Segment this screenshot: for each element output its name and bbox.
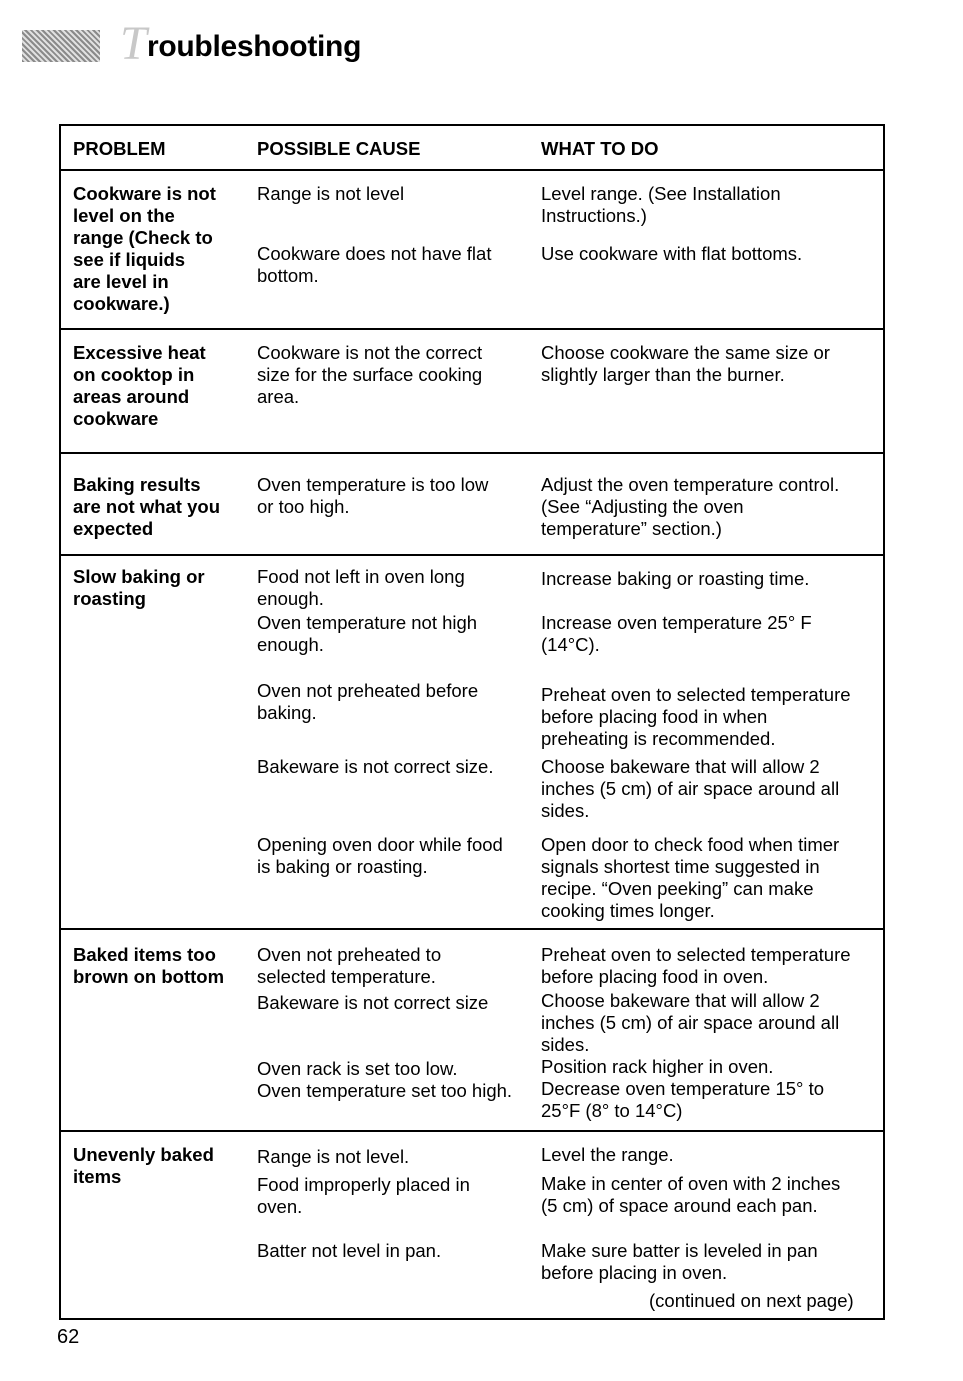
table-row <box>61 330 883 452</box>
cause-line: Opening oven door while food <box>257 834 503 855</box>
cause-line: Oven temperature set too high. <box>257 1080 513 1101</box>
action-line: Position rack higher in oven. <box>541 1056 774 1077</box>
action-line: temperature” section.) <box>541 518 722 539</box>
problem-line: roasting <box>73 588 146 609</box>
cause-line: Range is not level <box>257 183 405 204</box>
problem-line: see if liquids <box>73 249 186 270</box>
page-number: 62 <box>57 1326 80 1348</box>
column-header-possible-cause: POSSIBLE CAUSE <box>257 138 421 159</box>
problem-line: Baking results <box>73 474 201 495</box>
column-header-what-to-do: WHAT TO DO <box>541 138 659 159</box>
cause-line: Oven rack is set too low. <box>257 1058 458 1079</box>
decorative-pattern-icon <box>22 30 100 62</box>
column-header-problem: PROBLEM <box>73 138 166 159</box>
cause-line: Cookware is not the correct <box>257 342 483 363</box>
problem-line: cookware <box>73 408 159 429</box>
cause-line: Range is not level. <box>257 1146 410 1167</box>
action-line: Level range. (See Installation <box>541 183 781 204</box>
action-line: before placing food in when <box>541 706 768 727</box>
cause-line: enough. <box>257 588 324 609</box>
problem-line: Slow baking or <box>73 566 205 587</box>
problem-line: Excessive heat <box>73 342 206 363</box>
action-line: sides. <box>541 800 590 821</box>
cause-line: is baking or roasting. <box>257 856 428 877</box>
cause-line: or too high. <box>257 496 350 517</box>
cause-line: Food not left in oven long <box>257 566 465 587</box>
action-line: Decrease oven temperature 15° to <box>541 1078 825 1099</box>
action-line: (5 cm) of space around each pan. <box>541 1195 818 1216</box>
action-line: Choose bakeware that will allow 2 <box>541 990 820 1011</box>
action-line: Increase oven temperature 25° F <box>541 612 812 633</box>
table-row <box>61 930 883 1130</box>
cause-line: size for the surface cooking <box>257 364 483 385</box>
cause-line: Oven temperature not high <box>257 612 478 633</box>
page-header <box>22 17 422 72</box>
action-line: Use cookware with flat bottoms. <box>541 243 803 264</box>
problem-line: cookware.) <box>73 293 170 314</box>
troubleshooting-table <box>59 124 885 1320</box>
problem-line: Cookware is not <box>73 183 216 204</box>
action-line: before placing food in oven. <box>541 966 769 987</box>
action-line: 25°F (8° to 14°C) <box>541 1100 683 1121</box>
action-line: preheating is recommended. <box>541 728 776 749</box>
action-line: Make sure batter is leveled in pan <box>541 1240 818 1261</box>
cause-line: Cookware does not have flat <box>257 243 492 264</box>
cause-line: bottom. <box>257 265 319 286</box>
action-line: recipe. “Oven peeking” can make <box>541 878 814 899</box>
cause-line: Oven temperature is too low <box>257 474 489 495</box>
action-line: inches (5 cm) of air space around all <box>541 1012 840 1033</box>
action-line: signals shortest time suggested in <box>541 856 820 877</box>
action-line: Preheat oven to selected temperature <box>541 944 851 965</box>
problem-line: range (Check to <box>73 227 213 248</box>
problem-line: level on the <box>73 205 175 226</box>
continued-note: (continued on next page) <box>649 1290 854 1311</box>
cause-line: selected temperature. <box>257 966 436 987</box>
cause-line: Bakeware is not correct size. <box>257 756 494 777</box>
table-row <box>61 171 883 328</box>
action-line: Open door to check food when timer <box>541 834 840 855</box>
problem-line: Unevenly baked <box>73 1144 214 1165</box>
action-line: Choose cookware the same size or <box>541 342 830 363</box>
action-line: Level the range. <box>541 1144 674 1165</box>
action-line: Increase baking or roasting time. <box>541 568 810 589</box>
action-line: Adjust the oven temperature control. <box>541 474 840 495</box>
page-title: roubleshooting <box>147 30 362 63</box>
problem-line: areas around <box>73 386 190 407</box>
table-header-row <box>61 126 883 170</box>
problem-line: are not what you <box>73 496 220 517</box>
action-line: inches (5 cm) of air space around all <box>541 778 840 799</box>
table-row <box>61 556 883 928</box>
problem-line: on cooktop in <box>73 364 195 385</box>
problem-line: expected <box>73 518 154 539</box>
cause-line: oven. <box>257 1196 303 1217</box>
cause-line: Food improperly placed in <box>257 1174 470 1195</box>
action-line: cooking times longer. <box>541 900 715 921</box>
table-row <box>61 454 883 554</box>
problem-line: Baked items too <box>73 944 216 965</box>
action-line: sides. <box>541 1034 590 1055</box>
cause-line: Oven not preheated before <box>257 680 479 701</box>
action-line: slightly larger than the burner. <box>541 364 785 385</box>
cause-line: area. <box>257 386 300 407</box>
problem-line: are level in <box>73 271 169 292</box>
action-line: (14°C). <box>541 634 600 655</box>
action-line: Preheat oven to selected temperature <box>541 684 851 705</box>
action-line: before placing in oven. <box>541 1262 728 1283</box>
action-line: Choose bakeware that will allow 2 <box>541 756 820 777</box>
title-initial: T <box>120 17 147 70</box>
cause-line: enough. <box>257 634 324 655</box>
action-line: Instructions.) <box>541 205 647 226</box>
cause-line: Bakeware is not correct size <box>257 992 489 1013</box>
action-line: Make in center of oven with 2 inches <box>541 1173 841 1194</box>
cause-line: baking. <box>257 702 317 723</box>
cause-line: Batter not level in pan. <box>257 1240 442 1261</box>
action-line: (See “Adjusting the oven <box>541 496 744 517</box>
problem-line: brown on bottom <box>73 966 225 987</box>
cause-line: Oven not preheated to <box>257 944 442 965</box>
problem-line: items <box>73 1166 122 1187</box>
table-row <box>61 1132 883 1318</box>
